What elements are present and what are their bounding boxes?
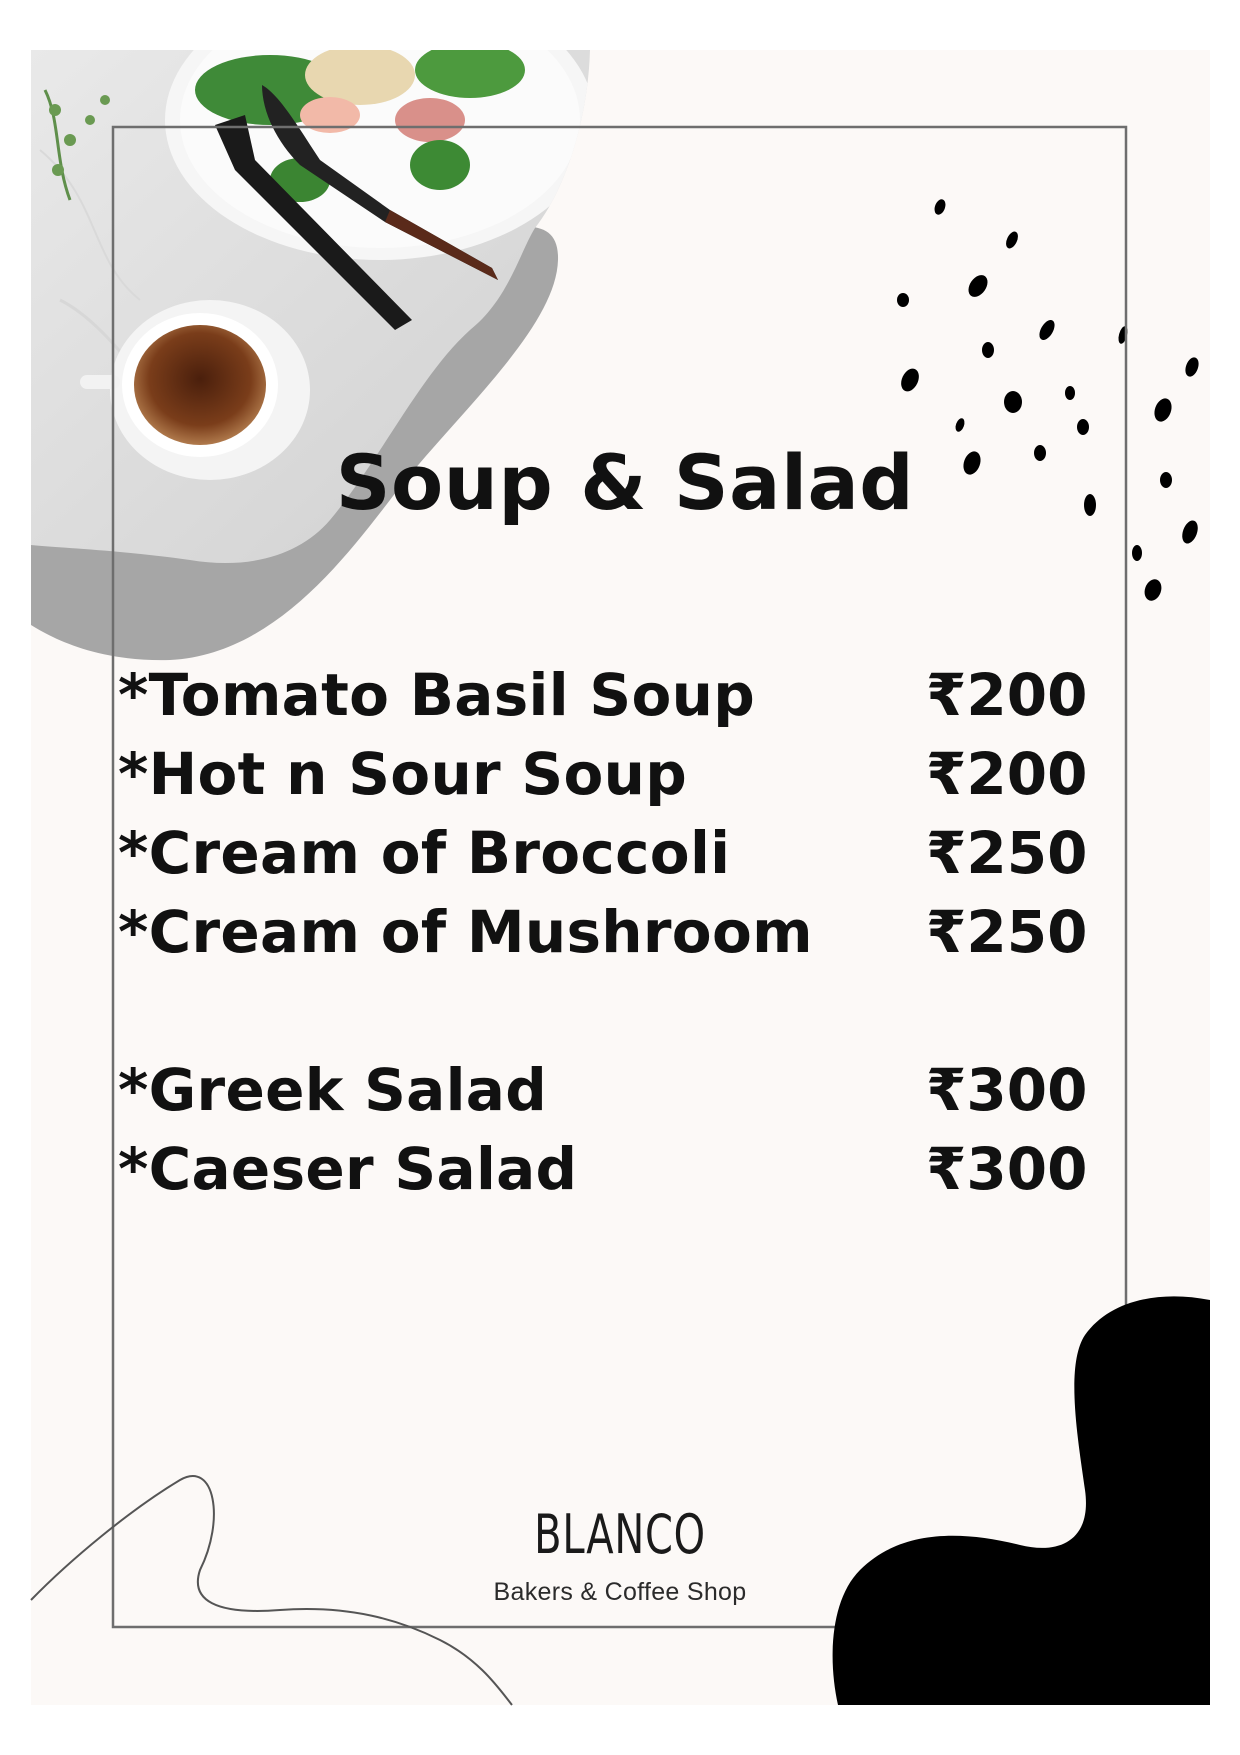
menu-item (118, 1129, 1088, 1208)
menu-item-name: *Cream of Broccoli (118, 818, 731, 887)
menu-list (118, 655, 1088, 1208)
menu-item-name: *Hot n Sour Soup (118, 739, 688, 808)
menu-item-price: ₹250 (926, 897, 1088, 966)
menu-item-name: *Tomato Basil Soup (118, 660, 756, 729)
menu-item (118, 813, 1088, 892)
menu-item (118, 892, 1088, 971)
brand-tagline: Bakers & Coffee Shop (493, 1578, 747, 1606)
menu-item (118, 1050, 1088, 1129)
menu-item-price: ₹200 (926, 660, 1088, 729)
menu-item-price: ₹250 (926, 818, 1088, 887)
menu-item-price: ₹300 (926, 1134, 1088, 1203)
menu-item (118, 734, 1088, 813)
menu-item-price: ₹200 (926, 739, 1088, 808)
menu-item-name: *Greek Salad (118, 1055, 548, 1124)
brand-logo: BLANCO (534, 1503, 706, 1566)
black-blob (833, 1296, 1210, 1705)
menu-item-name: *Cream of Mushroom (118, 897, 813, 966)
thin-curved-line (31, 1476, 512, 1705)
menu-title: Soup & Salad (335, 438, 915, 527)
menu-item-name: *Caeser Salad (118, 1134, 578, 1203)
menu-item (118, 655, 1088, 734)
black-paint-dots (897, 198, 1201, 603)
menu-item-price: ₹300 (926, 1055, 1088, 1124)
